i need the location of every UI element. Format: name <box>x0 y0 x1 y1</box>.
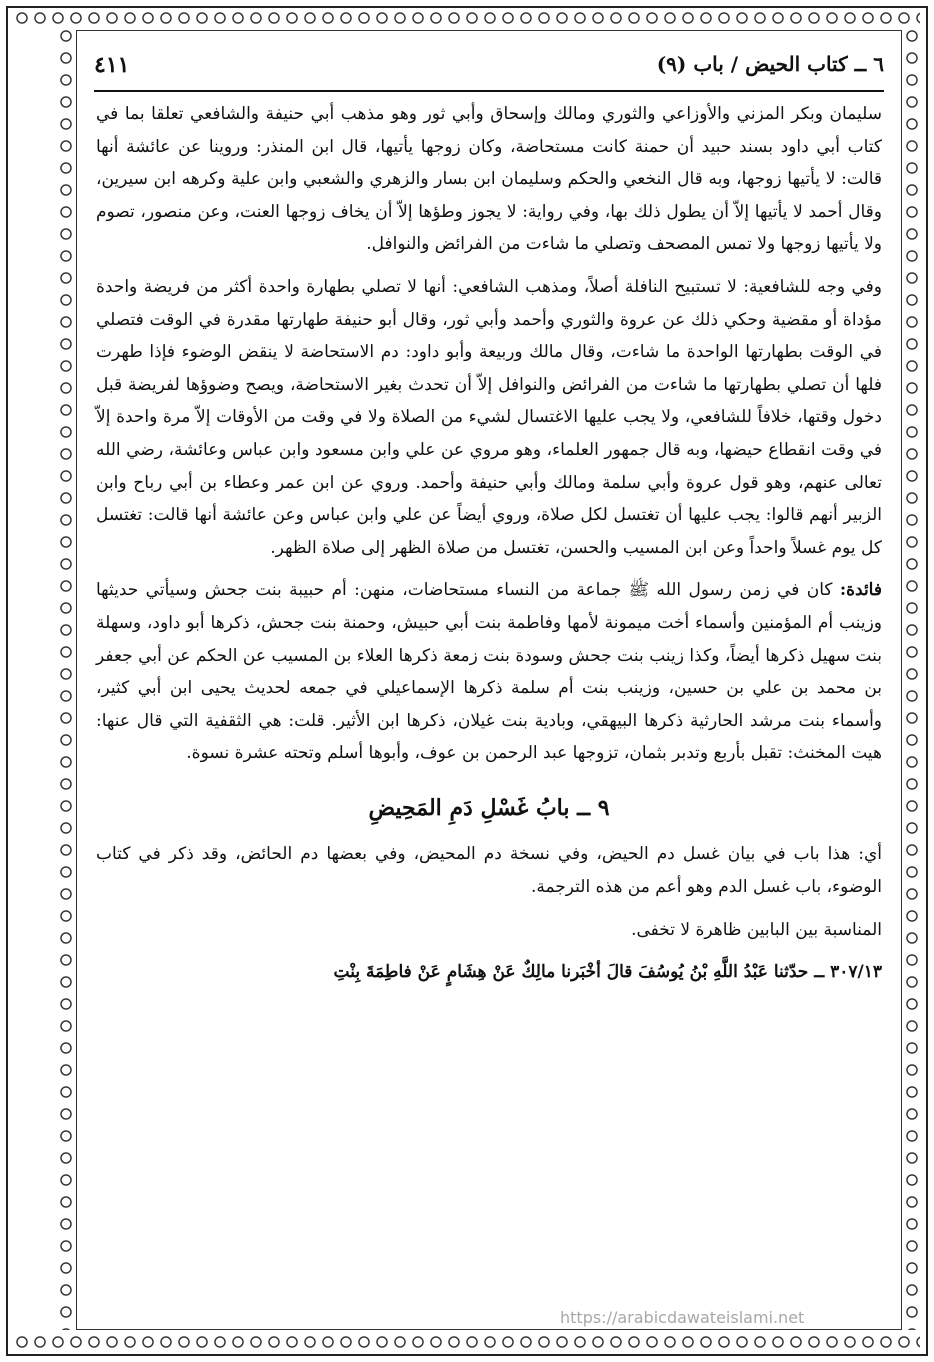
paragraph-3-text: كان في زمن رسول الله ﷺ جماعة من النساء مستحاضات، منهن: أم حبيبة بنت جحش وسيأتي حديثها وزينب أم المؤمنين وأسماء أخت ميمونة لأمها وفاطمة بنت أبي حبيش، وحمنة بنت جحش، ذكرها أبو داود، وسهلة بنت سهيل ذكرها أيضاً، وكذا زينب بنت جحش وسودة بنت زمعة ذكرها العلاء بن المسيب عن الحكم عن أبي جعفر بن محمد بن علي بن حسين، وزينب بنت أم سلمة ذكرها الإسماعيلي في جمعه لحديث يحيى ابن أبي كثير، وأسماء بنت مرشد الحارثية ذكرها البيهقي، وبادية بنت غيلان، ذكرها ابن الأثير. قلت: هي الثقفية التي قال عنها: هيت المخنث: تقبل بأربع وتدبر بثمان، تزوجها عبد الرحمن بن عوف، وأبوها أسلم وتحته عشرة نسوة. <box>96 580 882 764</box>
paragraph-gap <box>96 564 882 574</box>
paragraph-2: وفي وجه للشافعية: لا تستبيح النافلة أصلاً، ومذهب الشافعي: أنها لا تصلي بطهارة واحدة أكثر من فريضة واحدة مؤداة أو مقضية وحكي ذلك عن عروة والثوري وأحمد وأبي ثور، وقال أبو حنيفة طهارتها مقدرة في الوقت فتصلي في الوقت بطهارتها الواحدة ما شاءت، وقال مالك وربيعة وأبو داود: دم الاستحاضة لا ينقض الوضوء فإذا طهرت فلها أن تصلي بطهارتها ما شاءت من الفرائض والنوافل إلاّ أن تحدث بغير الاستحاضة، ويصح وضوؤها لفريضة قبل دخول وقتها، خلافاً للشافعي، ولا يجب عليها الاغتسال لشيء من الصلاة ولا في وقت من الأوقات إلاّ مرة واحدة إلاّ في وقت انقطاع حيضها، وبه قال جمهور العلماء، وهو مروي عن علي وابن مسعود وابن عباس وعائشة، رضي الله تعالى عنهم، وهو قول عروة وأبي سلمة ومالك وأبي حنيفة وأحمد. وروي عن ابن عمر وعطاء بن أبي رباح وابن الزبير أنهم قالوا: يجب عليها أن تغتسل لكل صلاة، وروي أيضاً عن علي وابن عباس وعن عائشة أنها قالت: تغتسل كل يوم غسلاً واحداً وعن ابن المسيب والحسن، تغتسل من صلاة الظهر إلى صلاة الظهر. <box>96 276 882 558</box>
paragraph-4: أي: هذا باب في بيان غسل دم الحيض، وفي نسخة دم المحيض، وفي بعضها دم الحائض، وقد ذكر في كتاب الوضوء، باب غسل الدم وهو أعم من هذه الترجمة. <box>96 844 882 898</box>
header-rule <box>94 90 884 92</box>
paragraph-gap <box>96 904 882 914</box>
ornamental-border-left <box>58 28 74 1330</box>
paragraph-5: المناسبة بين البابين ظاهرة لا تخفى. <box>631 919 882 940</box>
benefit-label: فائدة: <box>839 580 882 601</box>
watermark-url: https://arabicdawateislami.net <box>560 1308 805 1327</box>
paragraph-1: سليمان وبكر المزني والأوزاعي والثوري ومالك وإسحاق وأبي ثور وهو مذهب أبي حنيفة والشافعي تعلقا بما في كتاب أبي داود بسند حبيد أن حمنة كانت مستحاضة، وكان زوجها يأتيها، قال ابن المنذر: وروينا عن عائشة أنها قالت: لا يأتيها زوجها، وبه قال النخعي والحكم وسليمان ابن بسار والزهري والشعبي وابن علية وكرهه ابن سيرين، وقال أحمد لا يأتيها إلاّ أن يطول ذلك بها، وفي رواية: لا يجوز وطؤها إلاّ أن يخاف زوجها العنت، وعن منصور، تصوم ولا يأتيها زوجها ولا تمس المصحف وتصلي ما شاءت من الفرائض والنوافل. <box>96 104 882 255</box>
page-number: ٤١١ <box>94 52 130 78</box>
paragraph-3 <box>96 574 882 770</box>
ornamental-border-top <box>14 10 920 26</box>
ornamental-border-bottom <box>14 1334 920 1350</box>
paragraph-gap <box>96 946 882 956</box>
page-header <box>94 48 884 88</box>
running-title: ٦ ــ كتاب الحيض / باب (٩) <box>656 52 884 76</box>
paragraph-gap <box>96 261 882 271</box>
ornamental-border-right <box>904 28 920 1330</box>
page-body <box>96 98 882 989</box>
hadith-line: ٣٠٧/١٣ ــ حدّثنا عَبْدُ اللَّهِ بْنُ يُوسُفَ قالَ أخْبَرنا مالِكٌ عَنْ هِشَامٍ عَنْ فاطِمَةَ بِنْتِ <box>333 962 882 983</box>
chapter-heading: ٩ ــ بابُ غَسْلِ دَمِ المَحِيضِ <box>368 794 610 821</box>
